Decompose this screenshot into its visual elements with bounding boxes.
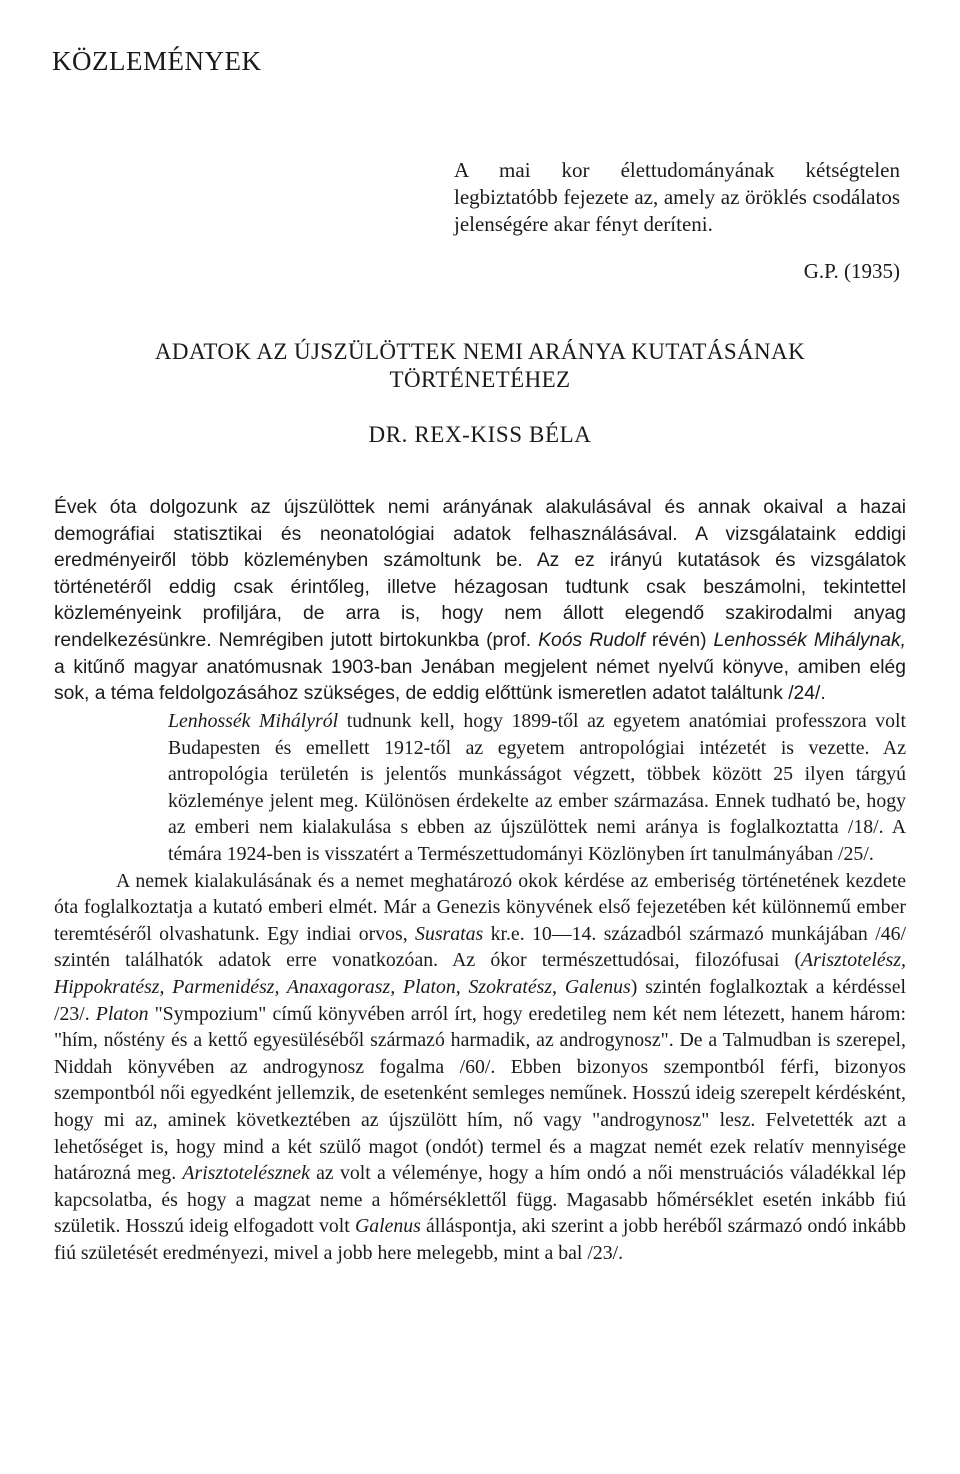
article-title-line-1: ADATOK AZ ÚJSZÜLÖTTEK NEMI ARÁNYA KUTATÁSÁNAK xyxy=(154,339,806,364)
paragraph-3-text-f: álláspontja, aki szerint a jobb heréből származó ondó inkább fiú születését eredményezi, mivel a jobb here melegebb, mint a bal /23/. xyxy=(54,1215,906,1264)
paragraph-3-text-a: A nemek kialakulásának és a nemet meghatározó okok kérdése az emberiség történetének kezdete óta foglalkoztatja a kutató emberi elmét. Már a Genezis könyvének első fejezetében két különnemű ember teremtéséről olvashatunk. Egy indiai orvos, xyxy=(54,869,906,945)
person-name-susratas: Susratas xyxy=(415,922,484,945)
paragraph-3-text-c: ) szintén foglalkoztak a kérdéssel /23/. xyxy=(54,975,906,1025)
paragraph-1-text-c: a kitűnő magyar anatómusnak 1903-ban Jenában megjelent német nyelvű könyve, amiben elég sok, a téma feldolgozásához szükséges, de eddig előttünk ismeretlen adatot találtunk /24/. xyxy=(54,656,906,705)
paragraph-1 xyxy=(54,495,906,708)
paragraph-1-text-a: Évek óta dolgozunk az újszülöttek nemi arányának alakulásával és annak okaival a hazai demográfiai statisztikai és neonatológiai adatok felhasználásával. A vizsgálataink eddigi eredményeiről több közleményben számoltunk be. Az ez irányú kutatások és vizsgálatok történetéről eddig csak érintőleg, illetve hézagosan tudtunk csak beszámolni, tekintettel közleményeink profiljára, de arra is, hogy nem állott elegendő szakirodalmi anyag rendelkezésünkre. Nemrégiben jutott birtokunkba (prof. xyxy=(54,497,906,651)
person-name-galenus: Galenus xyxy=(354,1215,421,1238)
paragraph-2-text: tudnunk kell, hogy 1899-től az egyetem anatómiai professzora volt Budapesten és emellett 1912-től az egyetem antropológiai intézetét is vezette. Az antropológia területén is jelentős munkásságot végzett, többek között 25 ilyen tárgyú közleménye jelent meg. Különösen érdekelte az ember származása. Ennek tudható be, hogy az emberi nem kialakulása s ebben az újszülöttek nemi aránya is foglalkoztatta /18/. A témára 1924-ben is visszatért a Természettudományi Közlönyben írt tanulmányában /25/. xyxy=(168,710,906,865)
person-name-platon: Platon xyxy=(95,1002,149,1025)
main-section xyxy=(54,708,906,1266)
paragraph-3-text-b: kr.e. 10—14. századból származó munkájában /46/ szintén találhatók adatok erre vonatkozóan. Az ókor természettudósai, filozófusai ( xyxy=(54,922,906,972)
philosopher-names: Arisztotelész, Hippokratész, Parmenidész, Anaxagorasz, Platon, Szokratész, Galenus xyxy=(54,949,906,998)
section-heading: KÖZLEMÉNYEK xyxy=(52,46,262,76)
person-name-lenhossek-2: Lenhossék Mihályról xyxy=(168,710,339,732)
paragraph-2 xyxy=(52,708,906,868)
paragraph-1-text-b: révén) xyxy=(644,629,714,651)
article-title xyxy=(0,338,960,394)
article-author: DR. REX-KISS BÉLA xyxy=(368,422,592,447)
paragraph-3-text-e: az volt a véleménye, hogy a hím ondó a női menstruációs váladékkal lép kapcsolatba, és hogy a magzat neme a hőmérséklettől függ. Magasabb hőmérséklet esetén inkább fiú születik. Hosszú ideig elfogadott volt xyxy=(54,1162,906,1238)
motto-source: G.P. (1935) xyxy=(803,259,900,283)
paragraph-3-text-d: "Sympozium" című könyvében arról írt, hogy eredetileg nem két nem létezett, hanem három: "hím, nőstény és a kettő egyesüléséből származó harmadik, az androgynosz". De a Talmudban is szerepel, Niddah könyvében az androgynosz fogalma /60/. Ebben bizonyos szempontból férfi, bizonyos szempontból női egyedként jellemzik, de esetenként semleges neműnek. Hosszú ideig szerepelt kérdésként, hogy mi az, aminek következtében az újszülött hím, nő vagy "androgynosz" lesz. Felvetették azt a lehetőséget is, hogy mind a két szülő magot (ondót) termel és a magzat nemét ezek relatív mennyisége határozná meg. xyxy=(54,1002,907,1185)
person-name-lenhossek: Lenhossék Mihálynak, xyxy=(713,629,906,651)
intro-section xyxy=(54,495,906,708)
person-name-koos-rudolf: Koós Rudolf xyxy=(538,629,645,651)
article-title-line-2: TÖRTÉNETÉHEZ xyxy=(389,367,571,392)
paragraph-3 xyxy=(54,868,906,1267)
motto-quote: A mai kor élettudományának kétségtelen legbiztatóbb fejezete az, amely az öröklés csodálatos jelenségére akar fényt deríteni. xyxy=(454,158,900,236)
person-name-arisztotelesz: Arisztotelésznek xyxy=(182,1162,310,1185)
